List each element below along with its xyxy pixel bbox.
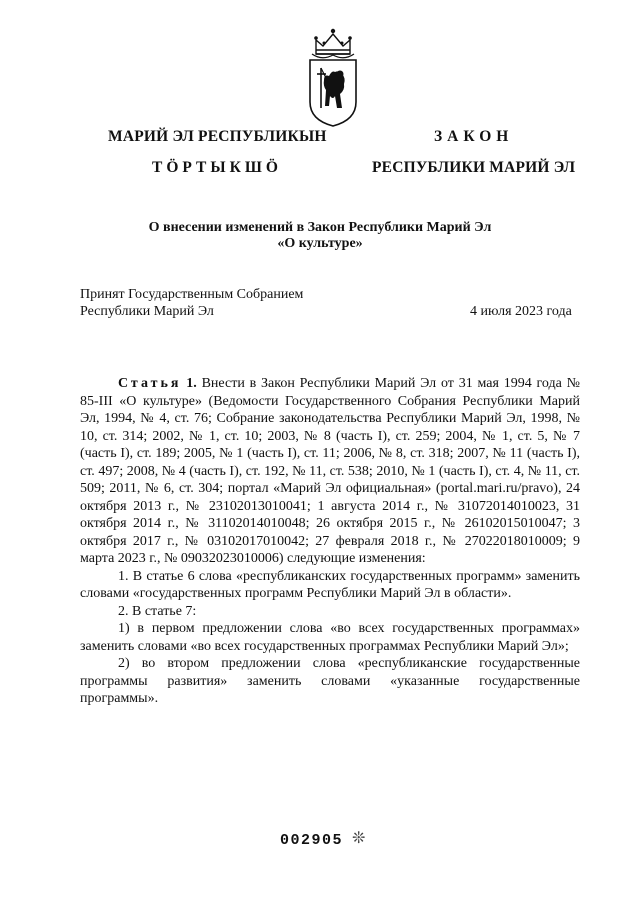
- header-org-mari: МАРИЙ ЭЛ РЕСПУБЛИКЫН: [108, 128, 327, 145]
- article-label: Статья: [118, 376, 182, 391]
- header-org: РЕСПУБЛИКИ МАРИЙ ЭЛ: [372, 159, 576, 176]
- asterisk-mark-icon: ❊: [352, 830, 366, 847]
- article-body: [80, 375, 580, 708]
- coat-of-arms-icon: [302, 24, 364, 128]
- amendment-item-1: 1. В статье 6 слова «республиканских государственных программ» заменить словами «государственных программ Республики Марий Эл в области».: [80, 568, 580, 601]
- document-title: О внесении изменений в Закон Республики Марий Эл: [148, 220, 492, 235]
- serial-number: 002905: [280, 832, 344, 849]
- header-doc-type-mari: ТӦРТЫКШӦ: [152, 159, 282, 176]
- amendment-item-2-2: 2) во втором предложении слова «республиканские государственные программы развития» заменить словами «указанные государственные программы».: [80, 656, 580, 706]
- article-number: 1.: [186, 376, 197, 391]
- article-intro: [80, 375, 580, 568]
- article-intro-text: Внести в Закон Республики Марий Эл от 31 мая 1994 года № 85-III «О культуре» (Ведомости Государственного Собрания Республики Марий Эл, 1994, № 4, ст. 76; Собрание законодательства Республики Марий Эл, 1998, № 10, ст. 314; 2002, № 1, ст. 10; 2003, № 8 (часть I), ст. 259; 2004, № 1, ст. 5, № 7 (часть I), ст. 189; 2005, № 1 (часть I), ст. 11; 2006, № 8, ст. 318; 2007, № 11 (часть I), ст. 497; 2008, № 4 (часть I), ст. 192, № 11, ст. 538; 2010, № 1 (часть I), ст. 4, № 11, ст. 509; 2011, № 6, ст. 304; портал «Марий Эл официальная» (portal.mari.ru/pravo), 24 октября 2013 г., № 23102013010041; 1 августа 2014 г., № 31072014010023, 31 октября 2014 г., № 31102014010048; 26 октября 2015 г., № 26102015010047; 3 октября 2017 г., № 03102017010042; 27 февраля 2018 г., № 27022018010009; 9 марта 2023 г., № 09032023010006) следующие изменения:: [80, 376, 581, 566]
- adoption-statement: Принят Государственным Собранием: [80, 287, 304, 302]
- amendment-item-2-1: 1) в первом предложении слова «во всех государственных программах» заменить словами «во всех государственных программах Республики Марий Эл»;: [80, 621, 580, 654]
- header-doc-type: ЗАКОН: [434, 128, 514, 145]
- adoption-body: Республики Марий Эл: [80, 304, 214, 319]
- amendment-item-2: 2. В статье 7:: [118, 603, 197, 619]
- adoption-date: 4 июля 2023 года: [470, 304, 572, 319]
- document-title-subject: «О культуре»: [277, 236, 363, 251]
